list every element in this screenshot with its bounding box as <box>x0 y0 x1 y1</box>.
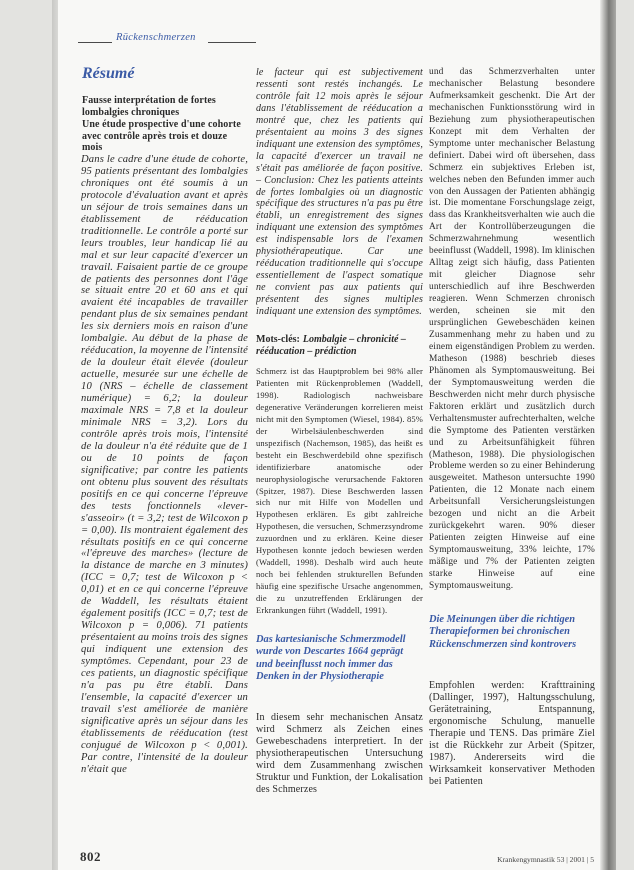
running-head-title: Rückenschmerzen <box>116 32 196 43</box>
pull-quote-2: Die Meinungen über die richtigen Therapieformen bei chronischen Rückenschmerzen sind kontrovers <box>429 614 577 650</box>
running-head-rule-left <box>78 42 112 43</box>
running-head-rule-right <box>208 42 256 43</box>
journal-citation: Krankengymnastik 53 | 2001 | 5 <box>497 855 594 864</box>
resume-title: Fausse interprétation de fortes lombalgies chroniques <box>82 95 216 118</box>
pull-quote-1: Das kartesianische Schmerzmodell wurde von Descartes 1664 geprägt und beeinflusst noch immer das Denken in der Physiotherapie <box>256 634 406 683</box>
keywords-label: Mots-clés: <box>256 334 300 345</box>
body-paragraph-2-continued: und das Schmerzverhalten unter mechanischer Belastung besondere Aufmerksamkeit geschenkt. Die Art der mechanischen Funktionsstörung wird in Beziehung zum physiotherapeutischen Konzept mit dem Verhalten der Symptome unter mechanischer Belastung definiert. Dabei wird oft übersehen, dass Schmerz ein subjektives Erleben ist, welches neben den Befunden immer auch von den Aussagen der Patienten abhängig ist. Die momentane Forschungslage zeigt, dass das Krankheitsverhalten wie auch die Art der Kontrollüberzeugungen die Schmerzwahrnehmung wesentlich beeinflusst (Waddell, 1998). Im klinischen Alltag zeigt sich häufig, dass Patienten mit gleicher Diagnose sehr unterschiedlich auf ihre Beschwerden reagieren. Wenn Schmerzen chronisch werden, scheinen sie mit den ursprünglichen Gewebeschäden keinen Zusammenhang mehr zu haben und zu einem eigenständigen Problem zu werden. Matheson (1988) beschrieb dieses Phänomen als Symptomausweitung. Bei der Symptomausweitung werden die Beschwerden nicht mehr durch physische Faktoren erklärt und zusätzlich durch Verhaltensmuster aufrechterhalten, welche die Symptome des Patienten verstärken und zu Arbeitsunfähigkeit führen (Matheson, 1988). Die physiologischen Probleme werden so zu einer Behinderung ausgeweitet. Matheson untersuchte 1990 Patienten, die 12 Monate nach einem Arbeitsunfall Versicherungsleistungen bezogen und nicht an die Arbeit zurückgekehrt waren. 90% dieser Patienten zeigten Hinweise auf eine Symptomausweitung, 33% leichte, 17% mäßige und 7% der Patienten zeigten starke Hinweise auf eine Symptomausweitung. <box>429 67 595 591</box>
body-paragraph-1: Schmerz ist das Hauptproblem bei 98% aller Patienten mit Rückenproblemen (Waddell, 1998). Radiologisch nachweisbare degenerative Veränderungen korrelieren meist nicht mit den Symptomen (Wiesel, 1984). 85% der Wirbelsäulenbeschwerden sind unspezifisch (Nachemson, 1985), das heißt es besteht ein Beschwerdebild ohne spezifisch identifizierbare anatomische oder neurophysiologische verursachende Faktoren (Spitzer, 1987). Diese Beschwerden lassen sich nur mit Hilfe von Modellen und Hypothesen erklären. Es gibt zahlreiche Hypothesen, die versuchen, Schmerzsyndrome zuzuordnen und zu erklären. Keine dieser Hypothesen konnte jedoch bewiesen werden (Waddell, 1998). Deshalb wird auch heute noch bei fehlenden strukturellen Befunden häufig eine spezifische Ursache angenommen, die zu unzutreffenden Erklärungen der Erkrankungen führt (Waddell, 1991). <box>256 366 423 616</box>
keywords-list: Lombalgie – chronicité – rééducation – prédiction <box>256 334 406 357</box>
resume-subtitle: Une étude prospective d'une cohorte avec contrôle après trois et douze mois <box>82 119 241 154</box>
body-paragraph-2: In diesem sehr mechanischen Ansatz wird Schmerz als Zeichen eines Gewebeschadens interpretiert. In der physiotherapeutischen Untersuchung wird dem Zusammenhang zwischen Struktur und Funktion, der Lokalisation des Schmerzes <box>256 712 423 795</box>
resume-heading: Résumé <box>82 65 135 82</box>
resume-keywords <box>256 334 423 359</box>
page-number: 802 <box>80 849 101 864</box>
body-paragraph-3: Empfohlen werden: Krafttraining (Dallinger, 1997), Haltungsschulung, Gerätetraining, Entspannung, ergonomische Schulung, manuelle Therapie und TENS. Das primäre Ziel ist die Rückkehr zur Arbeit (Spitzer, 1987). Andererseits wird die Wirksamkeit konservativer Methoden bei Patienten <box>429 680 595 787</box>
resume-abstract-part-2: le facteur qui est subjectivement ressenti sont restés inchangés. Le contrôle fait 12 mois après le séjour dans l'établissement de rééducation a montré que, chez les patients qui présentaient au moins 3 des signes indiquant une extension des symptômes, la capacité d'exercer un travail ne s'était pas améliorée de façon positive. – Conclusion: Chez les patients atteints de fortes lombalgies où un diagnostic spécifique des structures n'a pas pu être établi, un enregistrement des signes indiquant une extension des symptômes est indispensable lors de l'examen physiothérapeutique. Car une rééducation traditionnelle qui s'occupe essentiellement de l'aspect somatique ne convient pas aux patients qui présentent des signes multiples indiquant une extension des symptômes. <box>256 67 423 318</box>
page-edge-shadow-right <box>600 0 616 870</box>
resume-abstract-part-1: Dans le cadre d'une étude de cohorte, 95 patients présentant des lombalgies chroniques ont été soumis à un protocole d'évaluation avant et après un séjour de trois semaines dans un établissement de rééducation traditionnelle. Le contrôle a porté sur leurs troubles, leur handicap lié au mal et sur leur capacité d'exercer un travail. Faisaient partie de ce groupe de patients des personnes dont l'âge se situait entre 20 et 60 ans et qui avaient été incapables de travailler pendant plus de six semaines pendant les six derniers mois en raison d'une lombalgie. Au début de la phase de rééducation, la moyenne de l'intensité de la douleur était élevée (douleur actuelle, mesurée sur une échelle de 10 (NRS – échelle de classement numérique) = 6,2; la douleur maximale NRS = 7,8 et la douleur minimale NRS = 3,2). Lors du contrôle après trois mois, l'intensité de la douleur n'a été réduite que de 1 ou de 10 points de façon significative; par contre les patients ont obtenu plus souvent des résultats positifs en ce qui concerne l'épreuve des tests fonctionnels «lever-s'asseoir» (t = 3,2; test de Wilcoxon p = 0,00). Ils montraient également des résultats positifs en ce qui concerne «l'épreuve des marches» (lecture de la distance de marche en 3 minutes) (ICC = 0,7; test de Wilcoxon p < 0,01) et en ce qui concerne l'épreuve de Waddell, les résultats étaient également positifs (ICC = 0,7; test de Wilcoxon p = 0,006). 71 patients présentaient au moins trois des signes qui indiquent une extension des symptômes. Cependant, pour 23 de ces patients, un diagnostic spécifique n'a pas pu être établi. Dans l'ensemble, la capacité d'exercer un travail s'est améliorée de manière significative après un séjour dans les établissements de rééducation (test conjugué de Wilcoxon p < 0,001). Par contre, l'intensité de la douleur n'était que <box>81 154 248 775</box>
